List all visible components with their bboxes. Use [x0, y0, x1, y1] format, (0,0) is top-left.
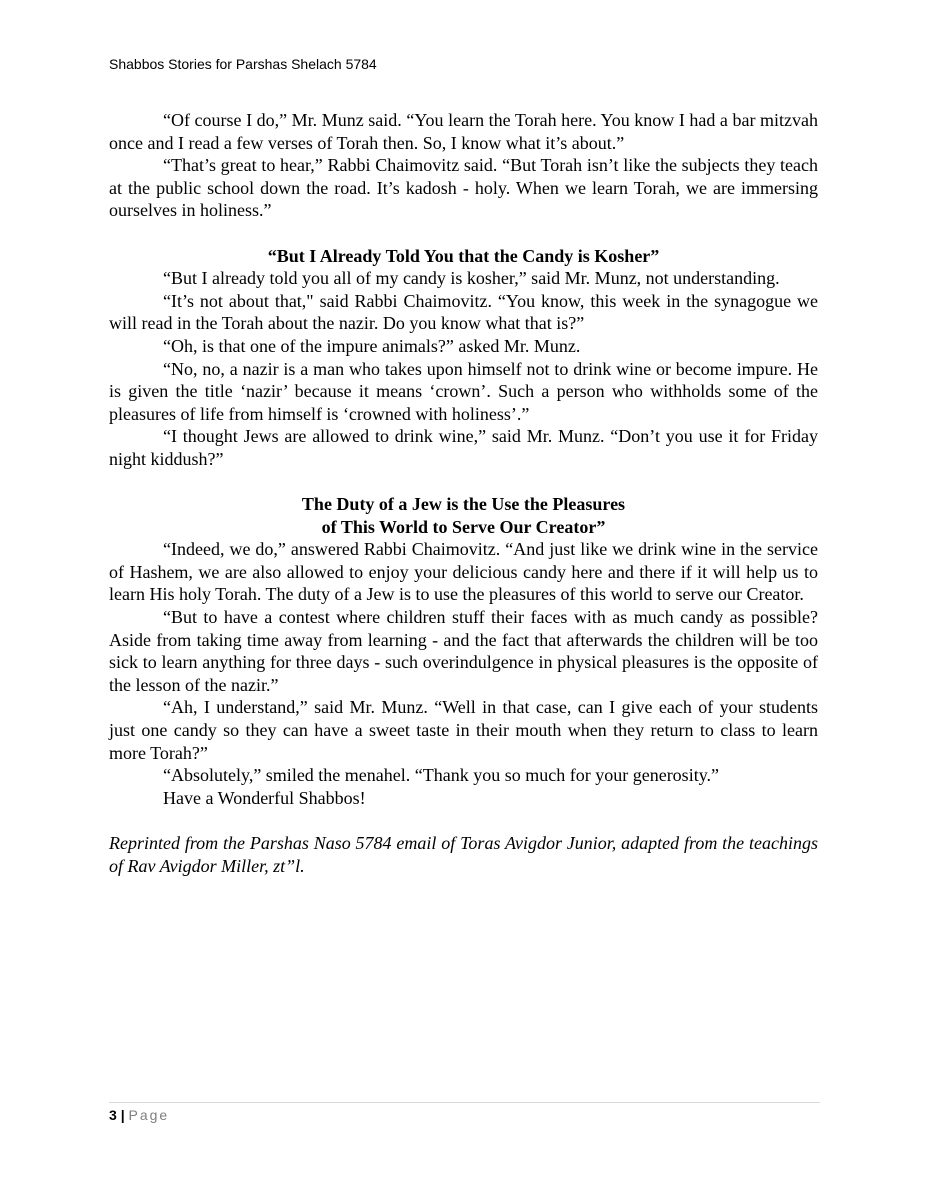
footer-divider: [109, 1102, 820, 1103]
paragraph: “Ah, I understand,” said Mr. Munz. “Well in that case, can I give each of your students just one candy so they can have a sweet taste in their mouth when they return to class to learn more Torah?”: [109, 697, 818, 763]
section-heading: “But I Already Told You that the Candy is Kosher”: [267, 245, 660, 266]
page-number: 3: [109, 1107, 117, 1123]
paragraph: “That’s great to hear,” Rabbi Chaimovitz said. “But Torah isn’t like the subjects they teach at the public school down the road. It’s kadosh - holy. When we learn Torah, we are immersing ourselves in holiness.”: [109, 155, 818, 221]
closing-line: Have a Wonderful Shabbos!: [163, 787, 366, 808]
footer-separator: |: [120, 1107, 125, 1123]
paragraph: “Indeed, we do,” answered Rabbi Chaimovitz. “And just like we drink wine in the service of Hashem, we are also allowed to enjoy your delicious candy here and there if it will help us to learn His holy Torah. The duty of a Jew is to use the pleasures of this world to serve our Creator.: [109, 539, 818, 605]
reprint-credit: Reprinted from the Parshas Naso 5784 email of Toras Avigdor Junior, adapted from the teachings of Rav Avigdor Miller, zt”l.: [109, 833, 818, 876]
page-footer: [109, 1106, 169, 1124]
spacer: [109, 471, 818, 494]
paragraph: “No, no, a nazir is a man who takes upon himself not to drink wine or become impure. He is given the title ‘nazir’ because it means ‘crown’. Such a person who withholds some of the pleasures of life from himself is ‘crowned with holiness’.”: [109, 358, 818, 424]
spacer: [109, 809, 818, 832]
paragraph: “It’s not about that," said Rabbi Chaimovitz. “You know, this week in the synagogue we will read in the Torah about the nazir. Do you know what that is?”: [109, 290, 818, 334]
page-label: Page: [128, 1107, 170, 1123]
section-heading-line-2: of This World to Serve Our Creator”: [321, 516, 606, 537]
spacer: [109, 222, 818, 245]
document-body: [109, 109, 818, 877]
paragraph: “Of course I do,” Mr. Munz said. “You learn the Torah here. You know I had a bar mitzvah once and I read a few verses of Torah then. So, I know what it’s about.”: [109, 110, 818, 153]
paragraph: “Oh, is that one of the impure animals?” asked Mr. Munz.: [163, 335, 581, 356]
paragraph: “Absolutely,” smiled the menahel. “Thank you so much for your generosity.”: [163, 765, 720, 786]
paragraph: “But I already told you all of my candy is kosher,” said Mr. Munz, not understanding.: [163, 268, 780, 289]
section-heading-line-1: The Duty of a Jew is the Use the Pleasures: [301, 494, 626, 515]
page-header-title: Shabbos Stories for Parshas Shelach 5784: [109, 56, 377, 72]
paragraph: “But to have a contest where children stuff their faces with as much candy as possible? Aside from taking time away from learning - and the fact that afterwards the children will be too sick to learn anything for three days - such overindulgence in physical pleasures is the opposite of the lesson of the nazir.”: [109, 607, 818, 695]
paragraph: “I thought Jews are allowed to drink wine,” said Mr. Munz. “Don’t you use it for Friday night kiddush?”: [109, 426, 818, 469]
